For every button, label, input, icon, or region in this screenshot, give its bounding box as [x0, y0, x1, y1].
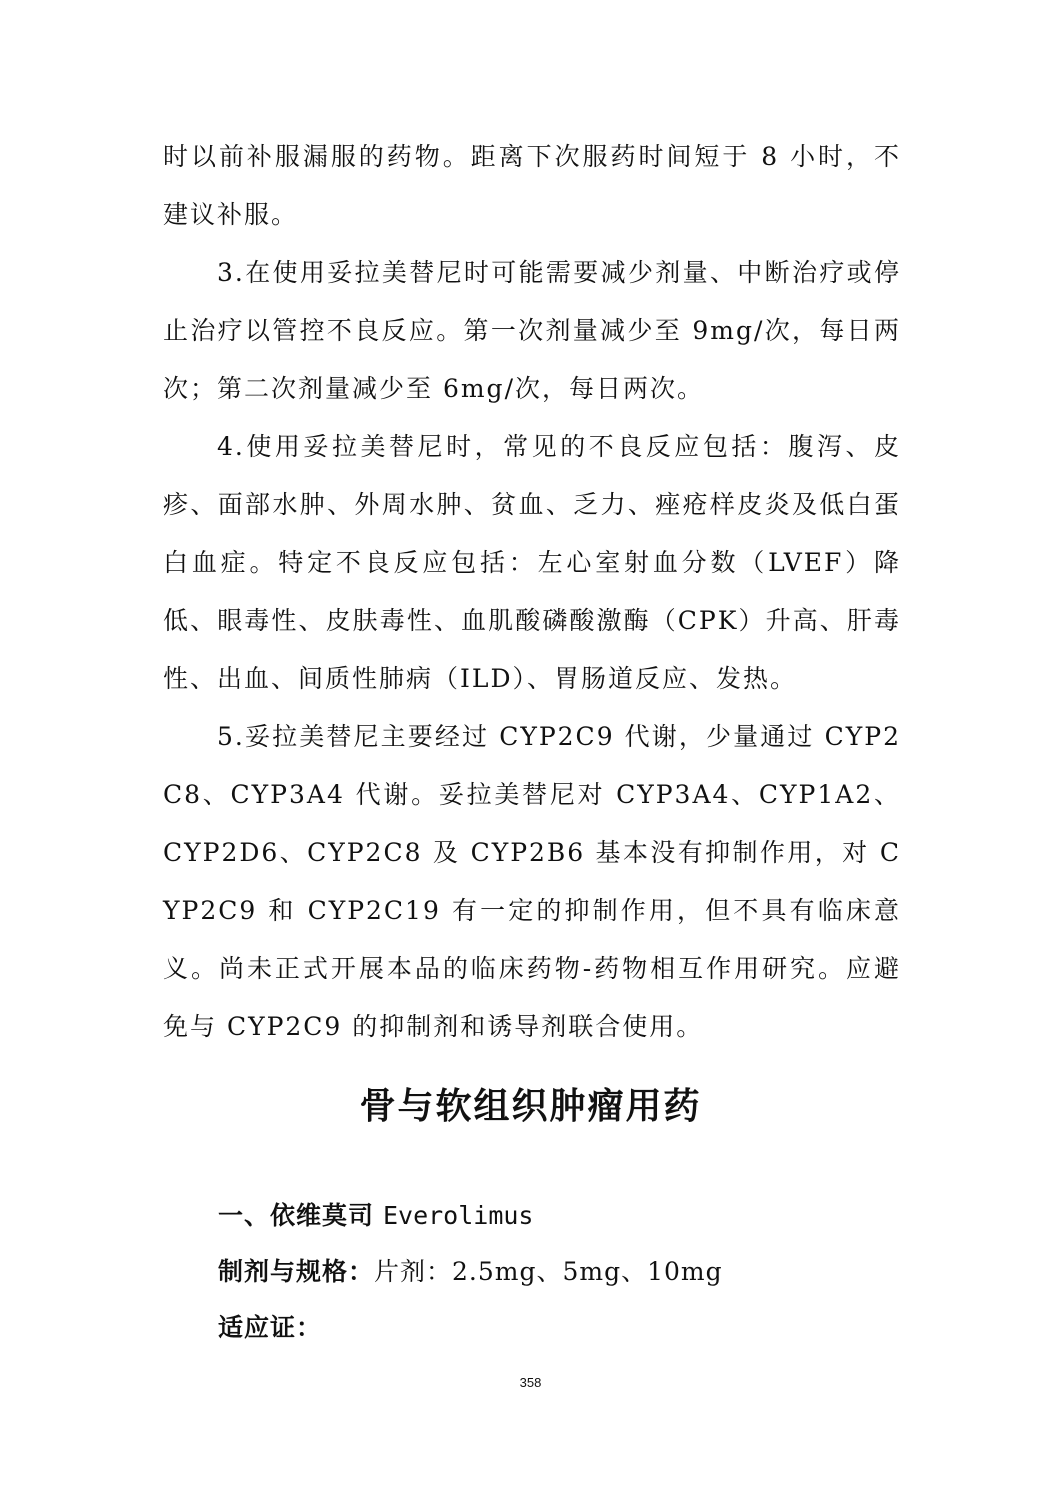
indication-line: [218, 1300, 918, 1356]
paragraph-item-4: 4.使用妥拉美替尼时，常见的不良反应包括：腹泻、皮疹、面部水肿、外周水肿、贫血、乏力、痤疮样皮炎及低白蛋白血症。特定不良反应包括：左心室射血分数（LVEF）降低、眼毒性、皮肤毒性、血肌酸磷酸激酶（CPK）升高、肝毒性、出血、间质性肺病（ILD）、胃肠道反应、发热。: [163, 432, 901, 693]
formulation-label: 制剂与规格：: [218, 1257, 375, 1286]
formulation-value: 片剂：2.5mg、5mg、10mg: [374, 1257, 723, 1286]
body-text: [163, 128, 901, 1056]
section-title: 骨与软组织肿瘤用药: [359, 1086, 702, 1127]
paragraph-continuation: 时以前补服漏服的药物。距离下次服药时间短于 8 小时，不建议补服。: [163, 142, 901, 229]
paragraph-item-3: 3.在使用妥拉美替尼时可能需要减少剂量、中断治疗或停止治疗以管控不良反应。第一次剂量减少至 9mg/次，每日两次；第二次剂量减少至 6mg/次，每日两次。: [163, 258, 901, 403]
drug-number-name: 一、依维莫司: [218, 1201, 375, 1230]
paragraph-item-5: 5.妥拉美替尼主要经过 CYP2C9 代谢，少量通过 CYP2C8、CYP3A4 代谢。妥拉美替尼对 CYP3A4、CYP1A2、CYP2D6、CYP2C8 及 CYP2B6 基本没有抑制作用，对 CYP2C9 和 CYP2C19 有一定的抑制作用，但不具有临床意义。尚未正式开展本品的临床药物-药物相互作用研究。应避免与 CYP2C9 的抑制剂和诱导剂联合使用。: [163, 722, 901, 1041]
drug-entry: [218, 1188, 918, 1356]
formulation-line: [218, 1244, 918, 1300]
drug-heading: [218, 1188, 918, 1244]
page-number: 358: [519, 1375, 542, 1390]
indication-label: 适应证：: [218, 1313, 323, 1342]
drug-name-english: Everolimus: [382, 1201, 534, 1230]
